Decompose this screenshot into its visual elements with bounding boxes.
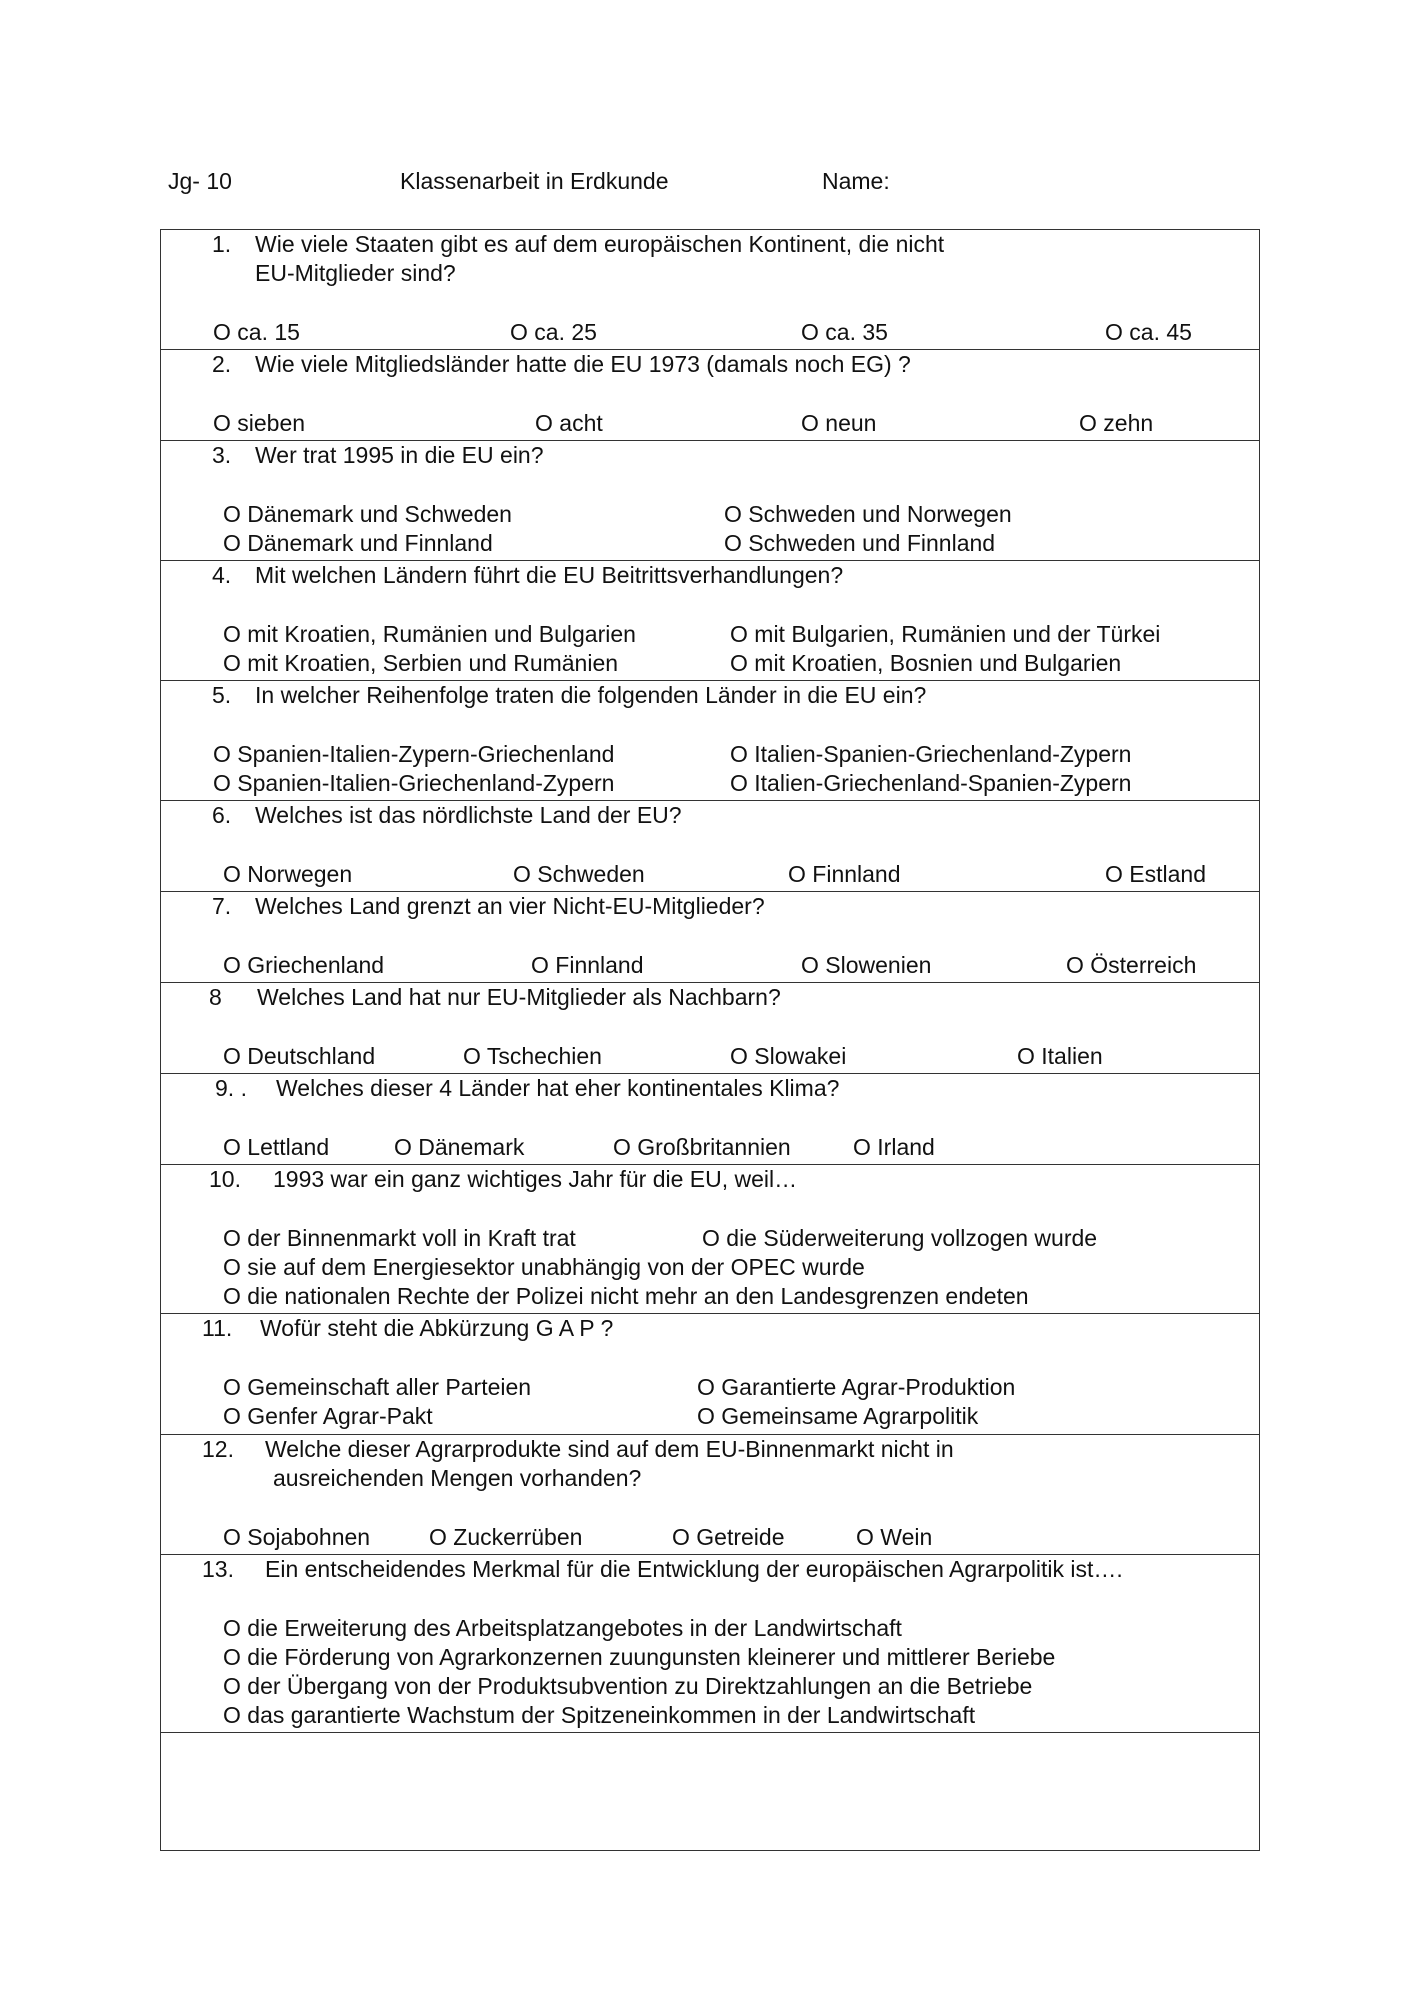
question-number: 7. (212, 893, 232, 919)
answer-option[interactable]: O ca. 45 (1105, 319, 1192, 345)
answer-option[interactable]: O Getreide (672, 1524, 785, 1550)
answer-option[interactable]: O Lettland (223, 1134, 330, 1160)
answer-option[interactable]: O Sojabohnen (223, 1524, 371, 1550)
question-number: 10. (209, 1166, 241, 1192)
question-text: Welches dieser 4 Länder hat eher kontinentales Klima? (276, 1075, 840, 1101)
question-text: Wie viele Mitgliedsländer hatte die EU 1973 (damals noch EG) ? (255, 351, 911, 377)
answer-option[interactable]: O die Förderung von Agrarkonzernen zuungunsten kleinerer und mittlerer Beriebe (223, 1644, 1056, 1670)
exam-title: Klassenarbeit in Erdkunde (400, 168, 669, 194)
question-number: 12. (202, 1436, 234, 1462)
question-text: 1993 war ein ganz wichtiges Jahr für die EU, weil… (273, 1166, 798, 1192)
answer-option[interactable]: O Dänemark und Finnland (223, 530, 493, 556)
answer-option[interactable]: O ca. 35 (801, 319, 888, 345)
question-text: Wer trat 1995 in die EU ein? (255, 442, 544, 468)
answer-option[interactable]: O neun (801, 410, 877, 436)
answer-option[interactable]: O Schweden (513, 861, 645, 887)
answer-option[interactable]: O Österreich (1066, 952, 1197, 978)
answer-option[interactable]: O zehn (1079, 410, 1154, 436)
answer-option[interactable]: O Garantierte Agrar-Produktion (697, 1374, 1016, 1400)
question-text: Welches Land grenzt an vier Nicht-EU-Mitglieder? (255, 893, 765, 919)
question-5 (161, 681, 1259, 801)
grade-label: Jg- 10 (168, 168, 232, 194)
question-number: 2. (212, 351, 232, 377)
answer-option[interactable]: O Slowenien (801, 952, 932, 978)
answer-option[interactable]: O Spanien-Italien-Zypern-Griechenland (213, 741, 615, 767)
answer-option[interactable]: O Wein (856, 1524, 933, 1550)
question-10 (161, 1165, 1259, 1314)
answer-option[interactable]: O Dänemark und Schweden (223, 501, 512, 527)
question-11 (161, 1314, 1259, 1435)
answer-option[interactable]: O der Übergang von der Produktsubvention zu Direktzahlungen an die Betriebe (223, 1673, 1033, 1699)
answer-option[interactable]: O Tschechien (463, 1043, 602, 1069)
answer-option[interactable]: O Gemeinsame Agrarpolitik (697, 1403, 979, 1429)
question-7 (161, 892, 1259, 983)
answer-option[interactable]: O Finnland (788, 861, 901, 887)
answer-option[interactable]: O Griechenland (223, 952, 385, 978)
question-number: 3. (212, 442, 232, 468)
answer-option[interactable]: O die Erweiterung des Arbeitsplatzangebotes in der Landwirtschaft (223, 1615, 902, 1641)
question-6 (161, 801, 1259, 892)
question-number: 5. (212, 682, 232, 708)
answer-option[interactable]: O Schweden und Norwegen (724, 501, 1012, 527)
answer-option[interactable]: O Deutschland (223, 1043, 376, 1069)
answer-option[interactable]: O die Süderweiterung vollzogen wurde (702, 1225, 1098, 1251)
question-number: 8 (209, 984, 222, 1010)
answer-option[interactable]: O mit Kroatien, Rumänien und Bulgarien (223, 621, 636, 647)
answer-option[interactable]: O Italien-Griechenland-Spanien-Zypern (730, 770, 1132, 796)
answer-option[interactable]: O Zuckerrüben (429, 1524, 583, 1550)
answer-option[interactable]: O Finnland (531, 952, 644, 978)
answer-option[interactable]: O Gemeinschaft aller Parteien (223, 1374, 532, 1400)
answer-option[interactable]: O mit Bulgarien, Rumänien und der Türkei (730, 621, 1161, 647)
question-text: Welches Land hat nur EU-Mitglieder als Nachbarn? (257, 984, 781, 1010)
question-number: 6. (212, 802, 232, 828)
question-text: Wofür steht die Abkürzung G A P ? (260, 1315, 614, 1341)
question-number: 11. (202, 1315, 233, 1341)
answer-option[interactable]: O Spanien-Italien-Griechenland-Zypern (213, 770, 615, 796)
answer-option[interactable]: O das garantierte Wachstum der Spitzeneinkommen in der Landwirtschaft (223, 1702, 976, 1728)
answer-option[interactable]: O ca. 15 (213, 319, 300, 345)
answer-option[interactable]: O sie auf dem Energiesektor unabhängig von der OPEC wurde (223, 1254, 865, 1280)
answer-option[interactable]: O Großbritannien (613, 1134, 791, 1160)
question-text: Mit welchen Ländern führt die EU Beitrittsverhandlungen? (255, 562, 844, 588)
answer-option[interactable]: O Schweden und Finnland (724, 530, 996, 556)
name-label: Name: (822, 168, 890, 194)
question-number: 1. (212, 231, 232, 257)
question-table (160, 229, 1260, 1851)
answer-option[interactable]: O Italien-Spanien-Griechenland-Zypern (730, 741, 1132, 767)
answer-option[interactable]: O mit Kroatien, Serbien und Rumänien (223, 650, 619, 676)
question-text: Welches ist das nördlichste Land der EU? (255, 802, 682, 828)
question-number: 4. (212, 562, 232, 588)
answer-option[interactable]: O Genfer Agrar-Pakt (223, 1403, 433, 1429)
answer-option[interactable]: O sieben (213, 410, 306, 436)
answer-option[interactable]: O acht (535, 410, 603, 436)
question-text: Welche dieser Agrarprodukte sind auf dem EU-Binnenmarkt nicht in (265, 1436, 954, 1462)
answer-option[interactable]: O Dänemark (394, 1134, 525, 1160)
question-8 (161, 983, 1259, 1074)
question-text: EU-Mitglieder sind? (255, 260, 456, 286)
question-3 (161, 441, 1259, 561)
question-2 (161, 350, 1259, 441)
question-text: In welcher Reihenfolge traten die folgenden Länder in die EU ein? (255, 682, 927, 708)
question-text: Ein entscheidendes Merkmal für die Entwicklung der europäischen Agrarpolitik ist…. (265, 1556, 1123, 1582)
question-13 (161, 1555, 1259, 1733)
question-text: Wie viele Staaten gibt es auf dem europäischen Kontinent, die nicht (255, 231, 945, 257)
question-number: 9. . (215, 1075, 247, 1101)
question-1 (161, 230, 1259, 350)
question-number: 13. (202, 1556, 234, 1582)
answer-option[interactable]: O mit Kroatien, Bosnien und Bulgarien (730, 650, 1122, 676)
answer-option[interactable]: O Estland (1105, 861, 1206, 887)
answer-option[interactable]: O Italien (1017, 1043, 1103, 1069)
question-4 (161, 561, 1259, 681)
answer-option[interactable]: O Slowakei (730, 1043, 847, 1069)
answer-option[interactable]: O Irland (853, 1134, 935, 1160)
answer-option[interactable]: O der Binnenmarkt voll in Kraft trat (223, 1225, 576, 1251)
answer-option[interactable]: O ca. 25 (510, 319, 597, 345)
question-12 (161, 1435, 1259, 1555)
empty-row (161, 1733, 1259, 1850)
answer-option[interactable]: O Norwegen (223, 861, 353, 887)
answer-option[interactable]: O die nationalen Rechte der Polizei nicht mehr an den Landesgrenzen endeten (223, 1283, 1029, 1309)
question-text: ausreichenden Mengen vorhanden? (273, 1465, 642, 1491)
question-9 (161, 1074, 1259, 1165)
